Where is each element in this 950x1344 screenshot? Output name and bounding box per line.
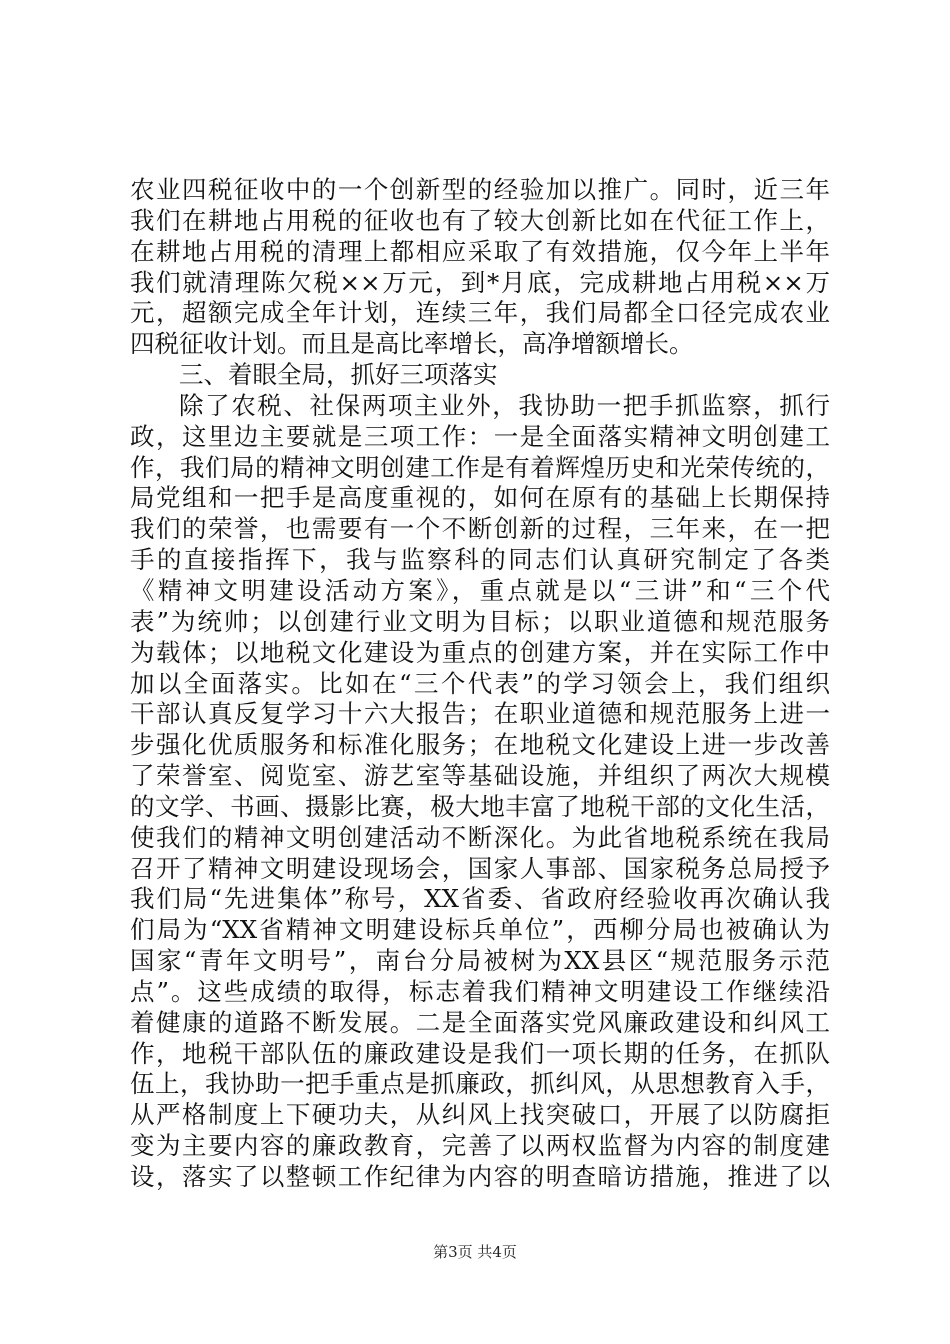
body-line: 伍上，我协助一把手重点是抓廉政，抓纠风，从思想教育入手，	[130, 1069, 830, 1099]
body-line: 国家“青年文明号”，南台分局被树为XX县区“规范服务示范	[130, 946, 830, 976]
body-line: 除了农税、社保两项主业外，我协助一把手抓监察，抓行	[179, 390, 830, 420]
body-line: 元，超额完成全年计划，连续三年，我们局都全口径完成农业	[130, 298, 830, 328]
body-line: 作，地税干部队伍的廉政建设是我们一项长期的任务，在抓队	[130, 1038, 830, 1068]
body-line: 了荣誉室、阅览室、游艺室等基础设施，并组织了两次大规模	[130, 761, 830, 791]
body-line: 在耕地占用税的清理上都相应采取了有效措施，仅今年上半年	[130, 236, 830, 266]
body-line: 四税征收计划。而且是高比率增长，高净增额增长。	[130, 329, 694, 359]
body-line: 点”。这些成绩的取得，标志着我们精神文明建设工作继续沿	[130, 976, 830, 1006]
body-line: 步强化优质服务和标准化服务；在地税文化建设上进一步改善	[130, 730, 830, 760]
body-line: 使我们的精神文明创建活动不断深化。为此省地税系统在我局	[130, 822, 830, 852]
section-heading: 三、着眼全局，抓好三项落实	[179, 360, 498, 390]
body-line: 表”为统帅；以创建行业文明为目标；以职业道德和规范服务	[130, 606, 830, 636]
body-line: 为载体；以地税文化建设为重点的创建方案，并在实际工作中	[130, 637, 830, 667]
body-line: 召开了精神文明建设现场会，国家人事部、国家税务总局授予	[130, 853, 830, 883]
body-line: 《精神文明建设活动方案》，重点就是以“三讲”和“三个代	[130, 575, 830, 605]
body-line: 设，落实了以整顿工作纪律为内容的明查暗访措施，推进了以	[130, 1162, 830, 1191]
document-body	[130, 175, 830, 1193]
body-line: 我们在耕地占用税的征收也有了较大创新比如在代征工作上，	[130, 205, 830, 235]
body-line: 们局为“XX省精神文明建设标兵单位”，西柳分局也被确认为	[130, 915, 830, 945]
body-line: 农业四税征收中的一个创新型的经验加以推广。同时，近三年	[130, 175, 830, 204]
body-line: 加以全面落实。比如在“三个代表”的学习领会上，我们组织	[130, 668, 830, 698]
body-line: 的文学、书画、摄影比赛，极大地丰富了地税干部的文化生活，	[130, 791, 830, 821]
body-line: 局党组和一把手是高度重视的，如何在原有的基础上长期保持	[130, 483, 830, 513]
body-line: 作，我们局的精神文明创建工作是有着辉煌历史和光荣传统的，	[130, 452, 830, 482]
body-line: 我们就清理陈欠税××万元，到*月底，完成耕地占用税××万	[130, 267, 830, 297]
body-line: 变为主要内容的廉政教育，完善了以两权监督为内容的制度建	[130, 1131, 830, 1161]
body-line: 我们局“先进集体”称号，XX省委、省政府经验收再次确认我	[130, 884, 830, 914]
body-line: 干部认真反复学习十六大报告；在职业道德和规范服务上进一	[130, 699, 830, 729]
body-line: 手的直接指挥下，我与监察科的同志们认真研究制定了各类	[130, 545, 830, 575]
body-line: 我们的荣誉，也需要有一个不断创新的过程，三年来，在一把	[130, 514, 830, 544]
page-footer	[0, 1241, 950, 1262]
body-line: 着健康的道路不断发展。二是全面落实党风廉政建设和纠风工	[130, 1007, 830, 1037]
body-line: 政，这里边主要就是三项工作：一是全面落实精神文明创建工	[130, 421, 830, 451]
body-line: 从严格制度上下硬功夫，从纠风上找突破口，开展了以防腐拒	[130, 1100, 830, 1130]
page-number: 第3页 共4页	[433, 1243, 517, 1261]
